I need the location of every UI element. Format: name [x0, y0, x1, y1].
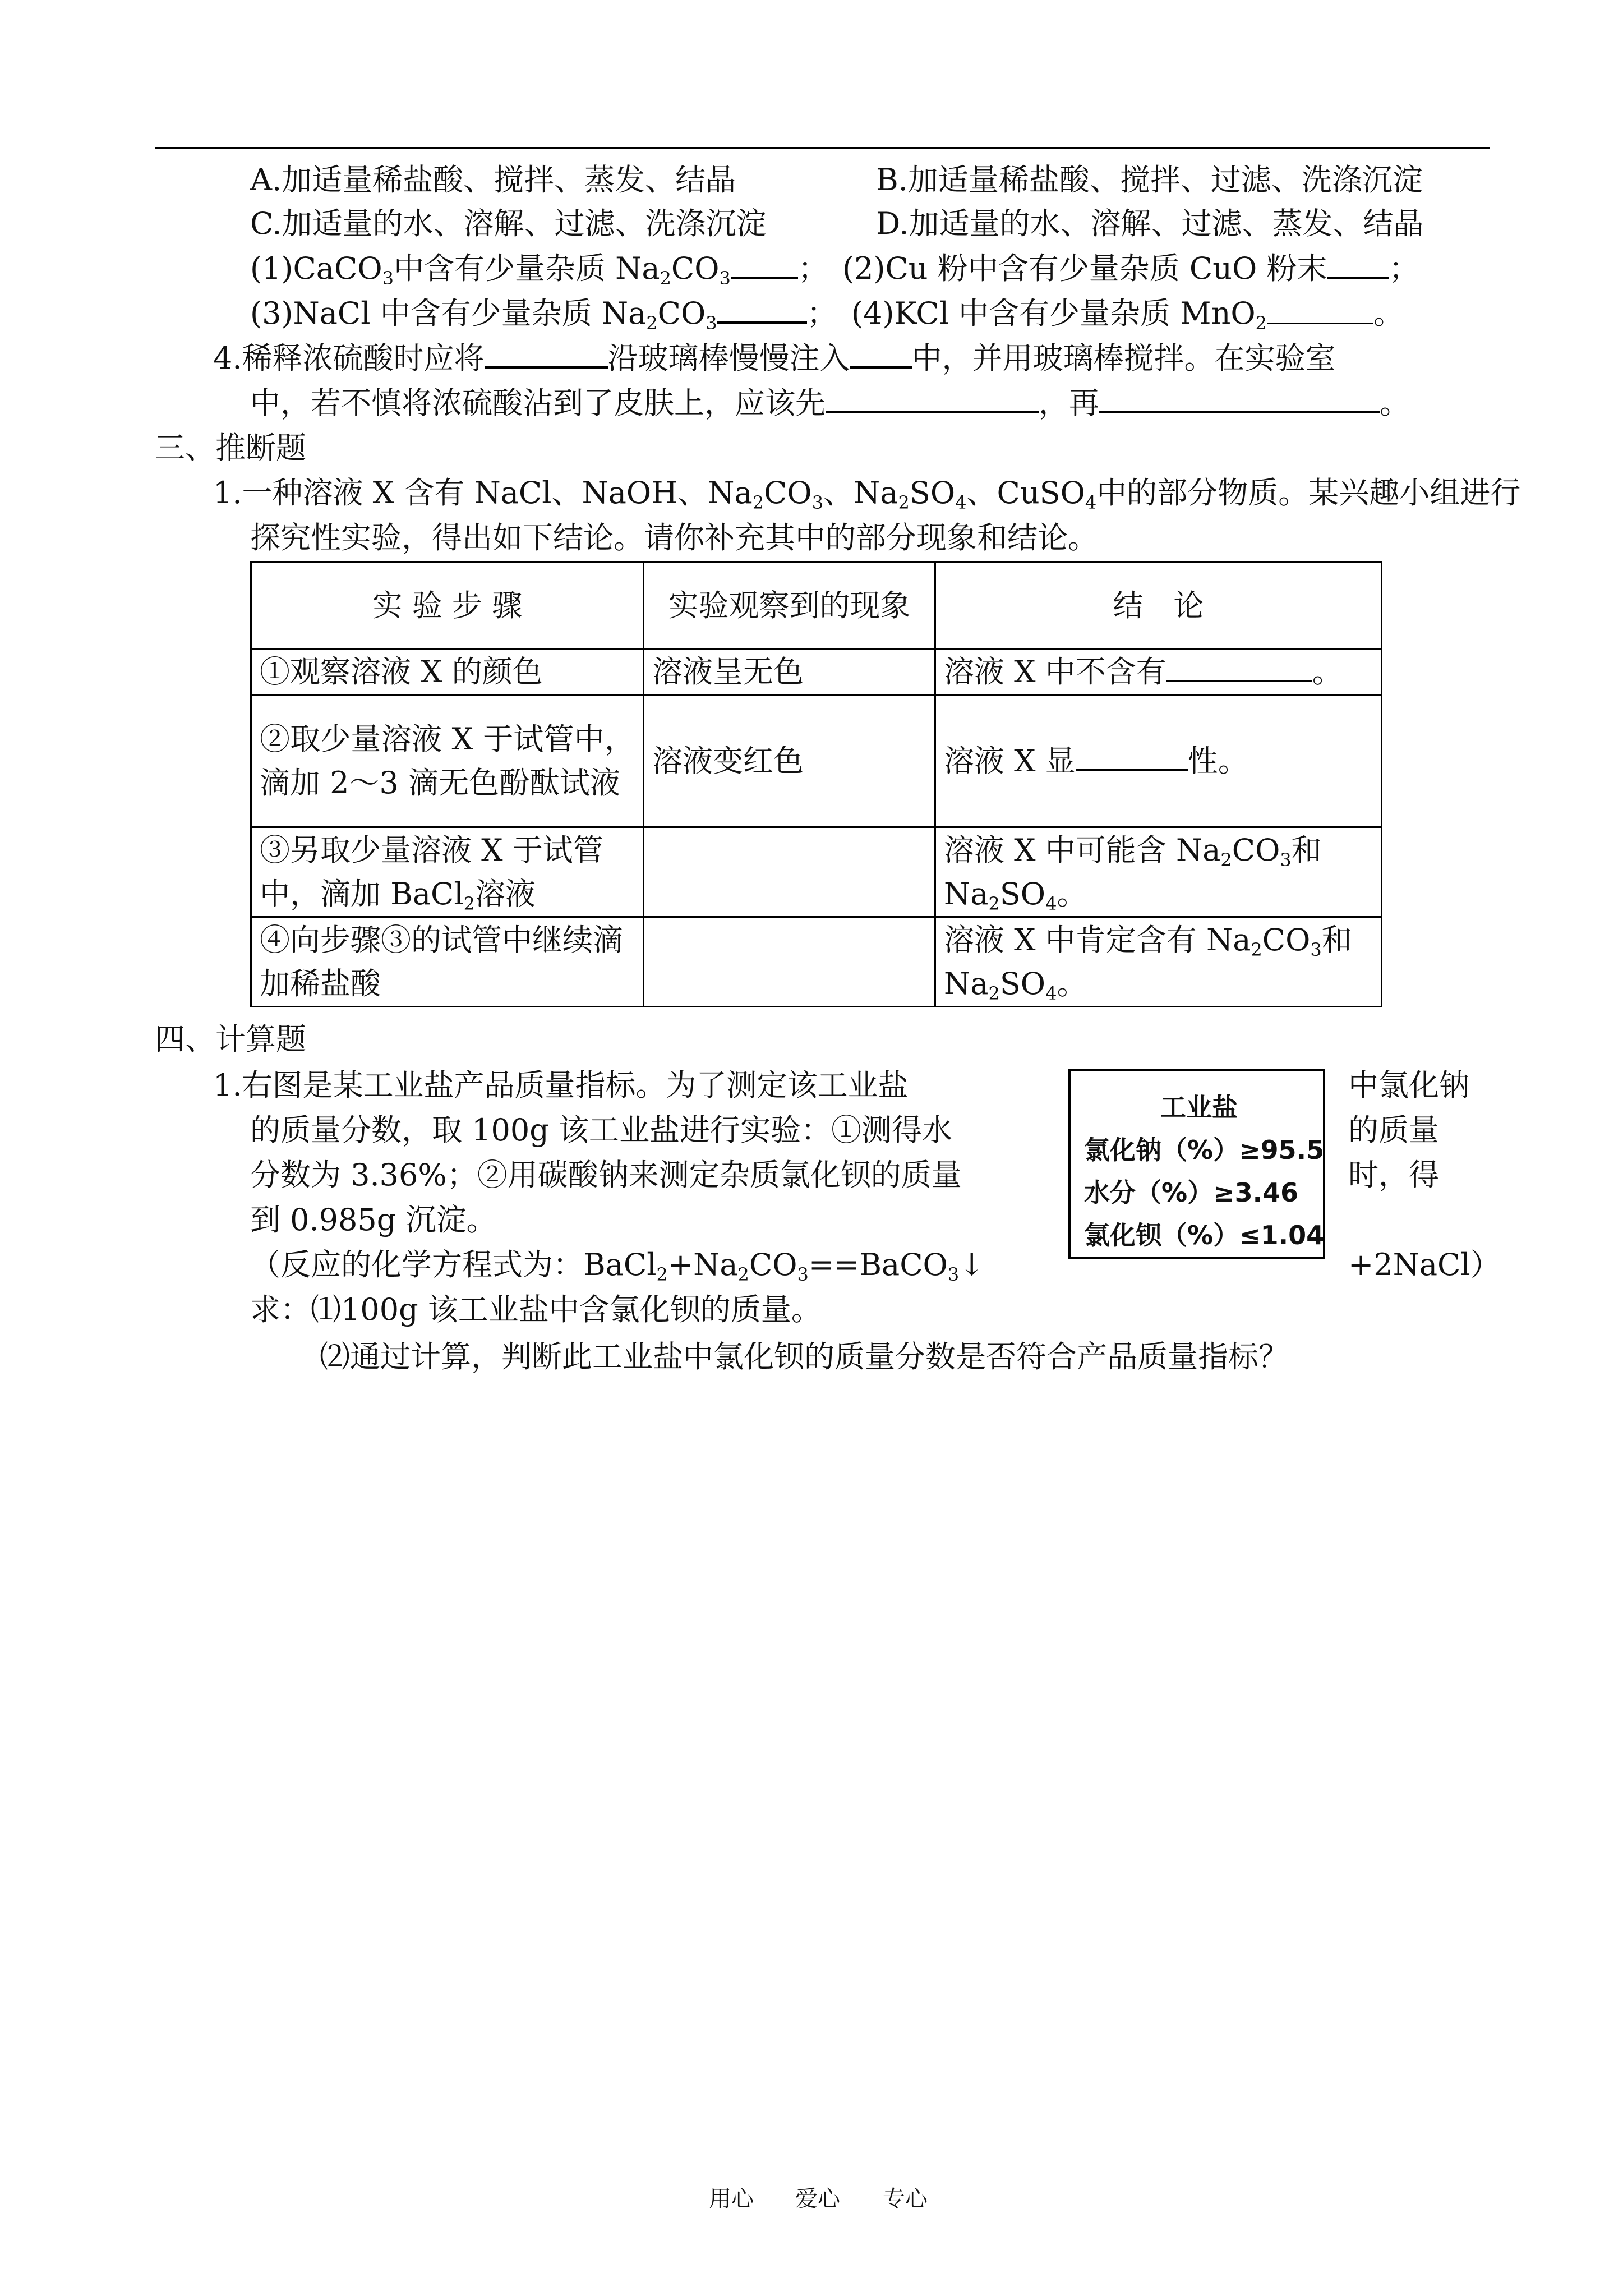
answer-blank[interactable]	[1166, 657, 1312, 682]
observation-cell[interactable]	[644, 917, 935, 1007]
option-a: A.加适量稀盐酸、搅拌、蒸发、结晶	[250, 162, 736, 197]
step-cell: ③另取少量溶液 X 于试管中，滴加 BaCl$_2$溶液	[251, 827, 644, 917]
answer-blank[interactable]	[485, 344, 608, 369]
section3-title: 三、推断题	[155, 430, 306, 466]
option-d: D.加适量的水、溶解、过滤、蒸发、结晶	[876, 206, 1424, 241]
impurity-q3: (3)NaCl 中含有少量杂质 $Na_2CO_3$ ；	[250, 296, 837, 334]
step-cell: ②取少量溶液 X 于试管中，滴加 2～3 滴无色酚酞试液	[251, 695, 644, 827]
table-row	[251, 917, 1382, 1007]
impurity-q1: (1)CaCO$_3$中含有少量杂质 $Na_2CO_3$ ；	[250, 251, 828, 289]
section4-line1-right: 中氯化钠	[1348, 1068, 1469, 1103]
option-b: B.加适量稀盐酸、搅拌、过滤、洗涤沉淀	[876, 162, 1423, 197]
observation-cell: 溶液呈无色	[644, 650, 935, 695]
section4-line4: 到 0.985g 沉淀。	[250, 1202, 497, 1237]
table-row	[251, 650, 1382, 695]
impurity-q4: (4)KCl 中含有少量杂质 MnO$_2$ 。	[851, 296, 1404, 334]
table-header-row	[251, 562, 1382, 650]
q4-line1: 4.稀释浓硫酸时应将 沿玻璃棒慢慢注入 中，并用玻璃棒搅拌。在实验室	[213, 341, 1336, 376]
step-cell: ④向步骤③的试管中继续滴加稀盐酸	[251, 917, 644, 1007]
section4-question1: 求：⑴100g 该工业盐中含氯化钡的质量。	[250, 1292, 822, 1327]
impurity-q2: (2)Cu 粉中含有少量杂质 CuO 粉末 ；	[842, 251, 1419, 286]
answer-blank[interactable]	[1076, 747, 1188, 771]
answer-blank[interactable]	[826, 389, 1039, 413]
header-step: 实 验 步 骤	[251, 562, 644, 650]
reaction-equation: （反应的化学方程式为：$BaCl_2+Na_2CO_3==BaCO_3↓$	[250, 1247, 985, 1285]
section4-line2-right: 的质量	[1348, 1112, 1439, 1148]
answer-blank[interactable]	[717, 299, 807, 324]
conclusion-cell: 溶液 X 中可能含 $Na_2CO_3$和 $Na_2SO_4$。	[935, 827, 1382, 917]
table-row	[251, 695, 1382, 827]
answer-blank[interactable]	[1327, 254, 1389, 279]
header-observation: 实验观察到的现象	[644, 562, 935, 650]
reaction-equation-right: +2NaCl）	[1348, 1247, 1501, 1282]
section4-line2: 的质量分数，取 100g 该工业盐进行实验：①测得水	[250, 1112, 952, 1148]
table-row	[251, 827, 1382, 917]
spec-row-bacl2: 氯化钡（%）≤1.04	[1084, 1220, 1325, 1250]
spec-row-nacl: 氯化钠（%）≥95.5	[1084, 1135, 1325, 1165]
q4-line2: 中，若不慎将浓硫酸沾到了皮肤上，应该先 ，再 。	[250, 385, 1410, 421]
section4-question2: ⑵通过计算，判断此工业盐中氯化钡的质量分数是否符合产品质量指标？	[320, 1339, 1289, 1374]
section3-intro-line1: 1.一种溶液 X 含有 NaCl、NaOH、$Na_2CO_3$、$Na_2SO_4$、CuSO$_4$中的部分物质。某兴趣小组进行	[213, 475, 1521, 513]
observation-cell[interactable]	[644, 827, 935, 917]
experiment-table	[250, 561, 1382, 1007]
section4-title: 四、计算题	[155, 1022, 306, 1057]
conclusion-cell: 溶液 X 中肯定含有 $Na_2CO_3$和 $Na_2SO_4$。	[935, 917, 1382, 1007]
conclusion-cell: 溶液 X 显 性。	[935, 695, 1382, 827]
observation-cell: 溶液变红色	[644, 695, 935, 827]
spec-title: 工业盐	[1160, 1092, 1238, 1122]
conclusion-cell: 溶液 X 中不含有 。	[935, 650, 1382, 695]
footer-text-a: 用心	[709, 2186, 754, 2212]
section3-intro-line2: 探究性实验，得出如下结论。请你补充其中的部分现象和结论。	[250, 520, 1098, 555]
header-rule	[155, 147, 1490, 149]
option-c: C.加适量的水、溶解、过滤、洗涤沉淀	[250, 206, 767, 241]
section4-line3-right: 时，得	[1348, 1157, 1439, 1193]
section4-line3: 分数为 3.36%；②用碳酸钠来测定杂质氯化钡的质量	[250, 1157, 962, 1193]
section4-line1: 1.右图是某工业盐产品质量指标。为了测定该工业盐	[213, 1068, 909, 1103]
step-cell: ①观察溶液 X 的颜色	[251, 650, 644, 695]
spec-row-water: 水分（%）≥3.46	[1084, 1177, 1299, 1208]
answer-blank[interactable]	[850, 344, 912, 369]
header-conclusion: 结 论	[935, 562, 1382, 650]
footer-text-c: 专心	[883, 2186, 928, 2212]
answer-blank[interactable]	[1267, 300, 1373, 324]
footer-text-b: 爱心	[795, 2186, 840, 2212]
answer-blank[interactable]	[731, 254, 798, 279]
answer-blank[interactable]	[1099, 389, 1380, 413]
product-spec-box	[1068, 1069, 1325, 1259]
